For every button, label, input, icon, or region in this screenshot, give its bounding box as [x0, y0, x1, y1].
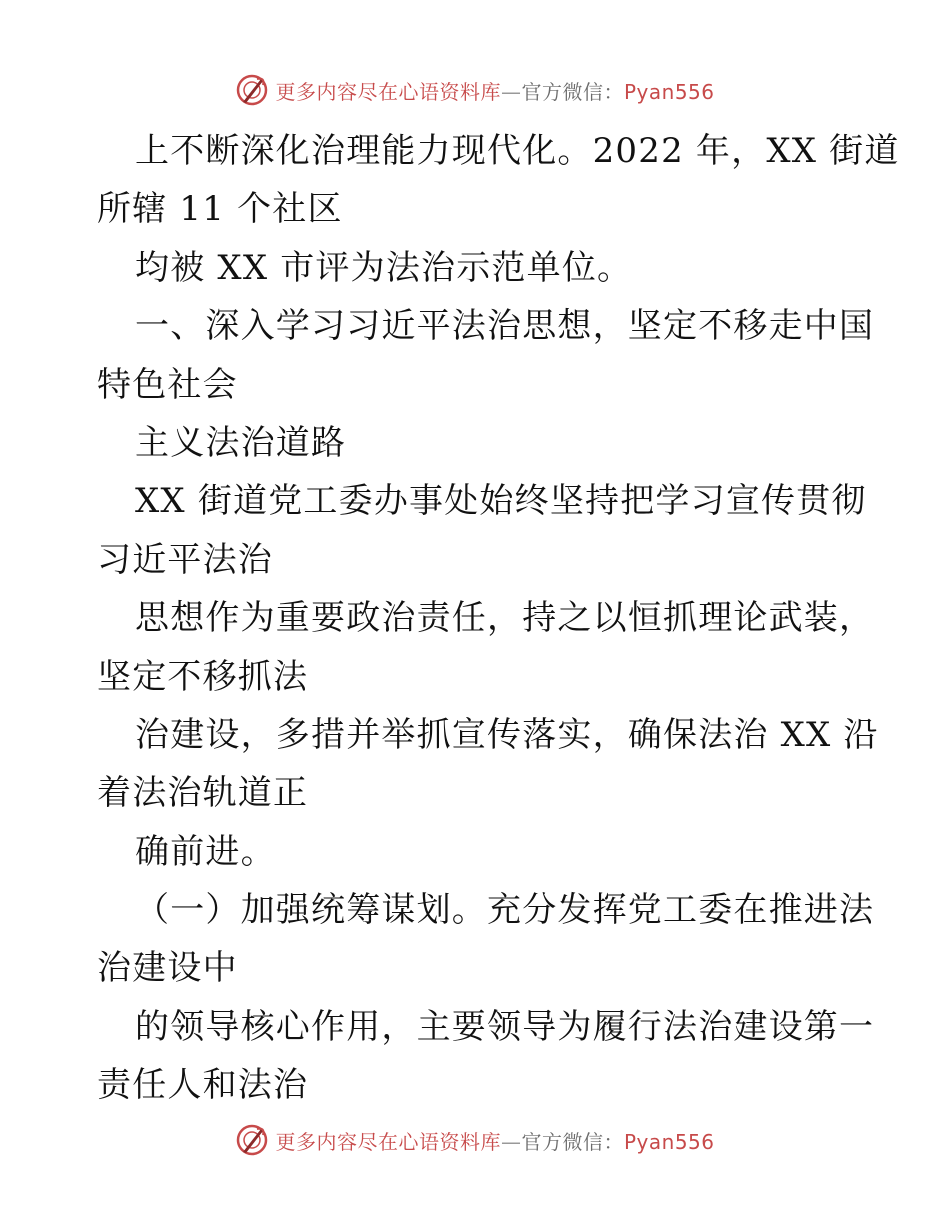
body-line: 坚定不移抓法: [97, 656, 309, 697]
body-line: 特色社会: [97, 364, 238, 405]
header-watermark: [0, 70, 950, 110]
body-line: 治建设，多措并举抓宣传落实，确保法治 XX 沿: [135, 714, 879, 755]
watermark-brand: 更多内容尽在心语资料库: [275, 79, 501, 104]
watermark-brand: 更多内容尽在心语资料库: [275, 1129, 501, 1154]
body-line: XX 街道党工委办事处始终坚持把学习宣传贯彻: [135, 481, 867, 522]
quill-logo-icon: [235, 73, 269, 107]
body-line: 着法治轨道正: [97, 773, 309, 814]
body-line: 均被 XX 市评为法治示范单位。: [135, 247, 633, 288]
footer-watermark: [0, 1120, 950, 1160]
body-line: 的领导核心作用，主要领导为履行法治建设第一: [135, 1006, 875, 1047]
watermark-official: 官方微信：: [521, 79, 624, 104]
watermark-dash: —: [500, 79, 522, 104]
body-line: （一）加强统筹谋划。充分发挥党工委在推进法: [135, 890, 875, 931]
document-body: [97, 122, 900, 1115]
body-line: 治建设中: [97, 948, 238, 989]
body-line: 习近平法治: [97, 539, 273, 580]
body-line: 所辖 11 个社区: [97, 189, 343, 230]
body-line: 上不断深化治理能力现代化。2022 年，XX 街道: [135, 131, 900, 171]
quill-logo-icon: [235, 1123, 269, 1157]
watermark-dash: —: [500, 1129, 522, 1154]
body-line: 一、深入学习习近平法治思想，坚定不移走中国: [135, 306, 875, 347]
watermark-id: Pyan556: [623, 1129, 715, 1154]
body-line: 责任人和法治: [97, 1065, 309, 1106]
watermark-official: 官方微信：: [521, 1129, 624, 1154]
body-line: 主义法治道路: [135, 422, 347, 463]
body-line: 确前进。: [135, 831, 276, 872]
watermark-id: Pyan556: [623, 79, 715, 104]
body-line: 思想作为重要政治责任，持之以恒抓理论武装，: [135, 598, 875, 639]
